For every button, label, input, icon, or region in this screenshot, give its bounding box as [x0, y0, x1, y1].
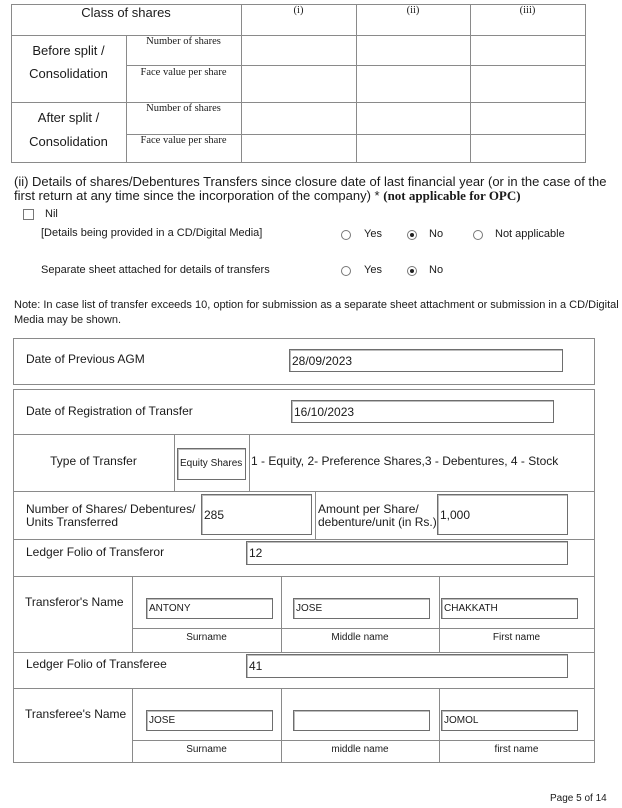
cd-media-label: [Details being provided in a CD/Digital Media]	[41, 227, 263, 239]
transferor-first-name-input[interactable]: CHAKKATH	[441, 598, 578, 619]
nil-checkbox[interactable]	[23, 209, 34, 220]
type-of-transfer-legend: 1 - Equity, 2- Preference Shares,3 - Debentures, 4 - Stock	[251, 454, 559, 468]
ledger-folio-transferor-input[interactable]: 12	[246, 541, 568, 565]
ledger-folio-transferee-input[interactable]: 41	[246, 654, 568, 678]
after-number-of-shares-label: Number of shares	[146, 103, 221, 114]
cd-media-no-radio[interactable]	[407, 230, 417, 240]
type-of-transfer-label: Type of Transfer	[50, 454, 137, 468]
transfers-heading-line2: first return at any time since the incorporation of the company) *	[14, 188, 380, 203]
column-header-i: (i)	[293, 5, 304, 16]
after-face-value-label: Face value per share	[140, 135, 227, 146]
after-split-label: After split /	[37, 110, 100, 125]
transfers-heading-line1: (ii) Details of shares/Debentures Transfers since closure date of last financial year (or in the case of the	[14, 174, 607, 189]
transferor-middle-name-input[interactable]: JOSE	[293, 598, 430, 619]
separate-sheet-no-radio[interactable]	[407, 266, 417, 276]
before-split-label: Before split /	[32, 43, 105, 58]
nil-label: Nil	[45, 208, 58, 220]
transferor-middle-name-caption: Middle name	[331, 632, 389, 643]
after-consolidation-label: Consolidation	[29, 134, 108, 149]
cd-media-yes-radio[interactable]	[341, 230, 351, 240]
separate-sheet-yes-label: Yes	[364, 264, 382, 276]
cd-media-yes-label: Yes	[364, 228, 382, 240]
amount-per-unit-label-line2: debenture/unit (in Rs.)	[318, 515, 437, 529]
transferee-middle-name-caption: middle name	[331, 744, 389, 755]
transferee-first-name-input[interactable]: JOMOL	[441, 710, 578, 731]
note-line2: Media may be shown.	[14, 314, 121, 326]
transferor-surname-input[interactable]: ANTONY	[146, 598, 273, 619]
transferor-surname-caption: Surname	[186, 632, 227, 643]
column-header-ii: (ii)	[406, 5, 420, 16]
cd-media-no-label: No	[429, 228, 444, 240]
registration-date-label: Date of Registration of Transfer	[26, 404, 193, 418]
page-number: Page 5 of 14	[550, 793, 607, 804]
units-transferred-label-line1: Number of Shares/ Debentures/	[26, 502, 196, 516]
transferor-name-label: Transferor's Name	[25, 595, 124, 609]
cd-media-not-applicable-label: Not applicable	[495, 228, 565, 240]
separate-sheet-label: Separate sheet attached for details of transfers	[41, 264, 270, 276]
transferee-surname-caption: Surname	[186, 744, 227, 755]
transferee-surname-input[interactable]: JOSE	[146, 710, 273, 731]
separate-sheet-no-label: No	[429, 264, 444, 276]
amount-per-unit-input[interactable]: 1,000	[437, 494, 568, 535]
units-transferred-label-line2: Units Transferred	[26, 515, 119, 529]
separate-sheet-yes-radio[interactable]	[341, 266, 351, 276]
class-of-shares-header: Class of shares	[81, 5, 171, 20]
before-number-of-shares-label: Number of shares	[146, 36, 221, 47]
opc-note: (not applicable for OPC)	[383, 188, 521, 203]
previous-agm-input[interactable]: 28/09/2023	[289, 349, 563, 372]
note-line1: Note: In case list of transfer exceeds 10, option for submission as a separate sheet attachment or submission in a CD/Digital	[14, 299, 619, 311]
amount-per-unit-label-line1: Amount per Share/	[318, 502, 419, 516]
registration-date-input[interactable]: 16/10/2023	[291, 400, 554, 423]
ledger-folio-transferor-label: Ledger Folio of Transferor	[26, 545, 165, 559]
before-consolidation-label: Consolidation	[29, 66, 108, 81]
transferee-first-name-caption: first name	[494, 744, 539, 755]
previous-agm-label: Date of Previous AGM	[26, 352, 145, 366]
column-header-iii: (iii)	[519, 5, 536, 16]
cd-media-not-applicable-radio[interactable]	[473, 230, 483, 240]
transferee-name-label: Transferee's Name	[25, 707, 127, 721]
units-transferred-input[interactable]: 285	[201, 494, 312, 535]
transferor-first-name-caption: First name	[492, 632, 541, 643]
type-of-transfer-input[interactable]: Equity Shares	[177, 448, 246, 480]
before-face-value-label: Face value per share	[140, 67, 227, 78]
transferee-middle-name-input[interactable]	[293, 710, 430, 731]
ledger-folio-transferee-label: Ledger Folio of Transferee	[26, 657, 167, 671]
